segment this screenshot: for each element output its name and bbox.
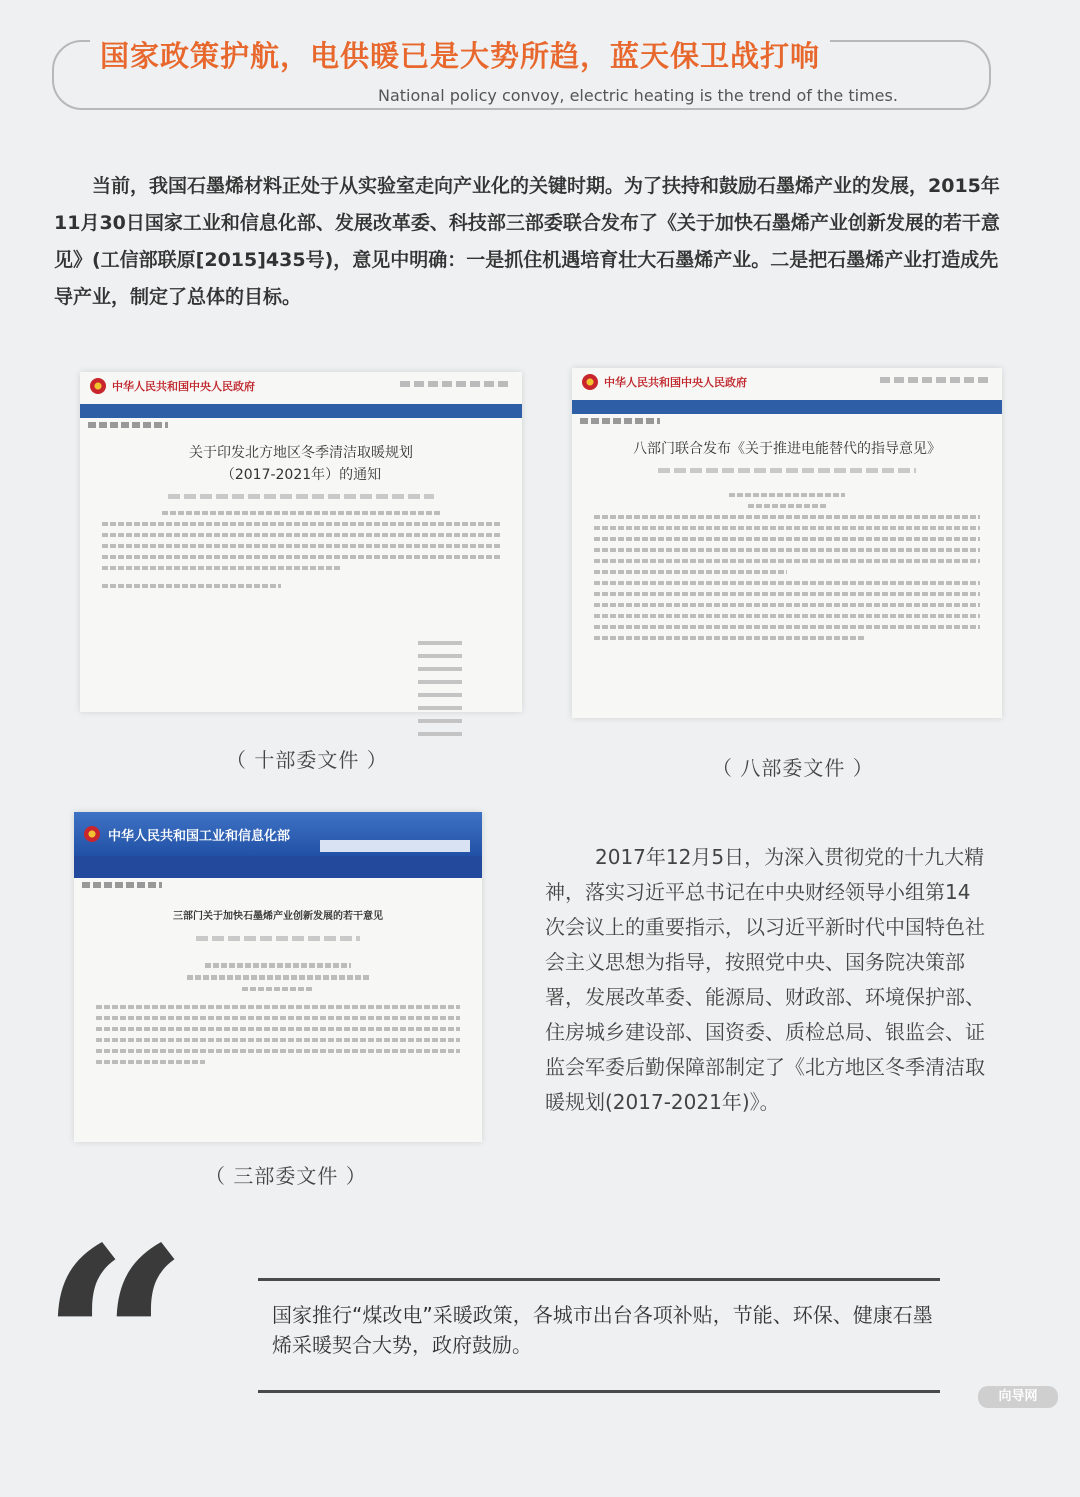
miit-site-name: 中华人民共和国工业和信息化部 xyxy=(108,829,291,844)
meta-line xyxy=(168,494,433,499)
miit-site-header xyxy=(74,812,482,856)
breadcrumb xyxy=(580,418,660,424)
document-three-ministries xyxy=(74,812,482,1142)
caption-eight-ministries: （ 八部委文件 ） xyxy=(712,756,874,780)
policy-paragraph: 2017年12月5日，为深入贯彻党的十九大精神，落实习近平总书记在中央财经领导小组第14次会议上的重要指示，以习近平新时代中国特色社会主义思想为指导，按照党中央、国务院决策部署，发展改革委、能源局、财政部、环境保护部、住房城乡建设部、国资委、质检总局、银监会、证监会军委后勤保障部制定了《北方地区冬季清洁取暖规划(2017-2021年)》。 xyxy=(545,845,985,1114)
caption-three-ministries: （ 三部委文件 ） xyxy=(205,1164,367,1188)
national-emblem-icon xyxy=(84,826,100,842)
document-body-lines xyxy=(102,511,500,588)
quote-mark-icon: “ xyxy=(40,1192,190,1497)
miit-nav-bar xyxy=(74,856,482,878)
meta-line xyxy=(658,468,916,473)
top-links xyxy=(400,381,510,387)
document-body-lines xyxy=(594,493,980,640)
gov-site-header xyxy=(572,368,1002,400)
intro-paragraph: 当前，我国石墨烯材料正处于从实验室走向产业化的关键时期。为了扶持和鼓励石墨烯产业的发展，2015年11月30日国家工业和信息化部、发展改革委、科技部三部委联合发布了《关于加快石墨烯产业创新发展的若干意见》(工信部联原[2015]435号)，意见中明确：一是抓住机遇培育壮大石墨烯产业。二是把石墨烯产业打造成先导产业，制定了总体的目标。 xyxy=(54,175,1000,308)
document-eight-ministries xyxy=(572,368,1002,718)
signature-lines xyxy=(418,632,462,745)
gov-nav-bar xyxy=(572,400,1002,414)
gov-site-header xyxy=(80,372,522,404)
meta-line xyxy=(196,936,359,941)
document-ten-ministries xyxy=(80,372,522,712)
watermark-logo: 向导网 xyxy=(978,1386,1058,1408)
breadcrumb xyxy=(82,882,162,888)
document-title: 八部门联合发布《关于推进电能替代的指导意见》 xyxy=(633,441,941,457)
gov-nav-bar xyxy=(80,404,522,418)
section-subtitle: National policy convoy, electric heating is the trend of the times. xyxy=(370,86,906,105)
breadcrumb xyxy=(88,422,168,428)
document-title: 三部门关于加快石墨烯产业创新发展的若干意见 xyxy=(173,911,383,922)
site-search-box xyxy=(320,840,470,852)
gov-site-name: 中华人民共和国中央人民政府 xyxy=(112,380,255,393)
quote-top-rule xyxy=(258,1278,940,1281)
quote-bottom-rule xyxy=(258,1390,940,1393)
national-emblem-icon xyxy=(90,378,106,394)
document-title: 关于印发北方地区冬季清洁取暖规划（2017-2021年）的通知 xyxy=(189,445,413,483)
national-emblem-icon xyxy=(582,374,598,390)
gov-site-name: 中华人民共和国中央人民政府 xyxy=(604,376,747,389)
quote-text: 国家推行“煤改电”采暖政策，各城市出台各项补贴，节能、环保、健康石墨烯采暖契合大势，政府鼓励。 xyxy=(272,1303,933,1357)
section-title: 国家政策护航，电供暖已是大势所趋，蓝天保卫战打响 xyxy=(90,34,830,75)
top-links xyxy=(880,377,990,383)
document-body-lines xyxy=(96,963,460,1064)
caption-ten-ministries: （ 十部委文件 ） xyxy=(226,748,388,772)
